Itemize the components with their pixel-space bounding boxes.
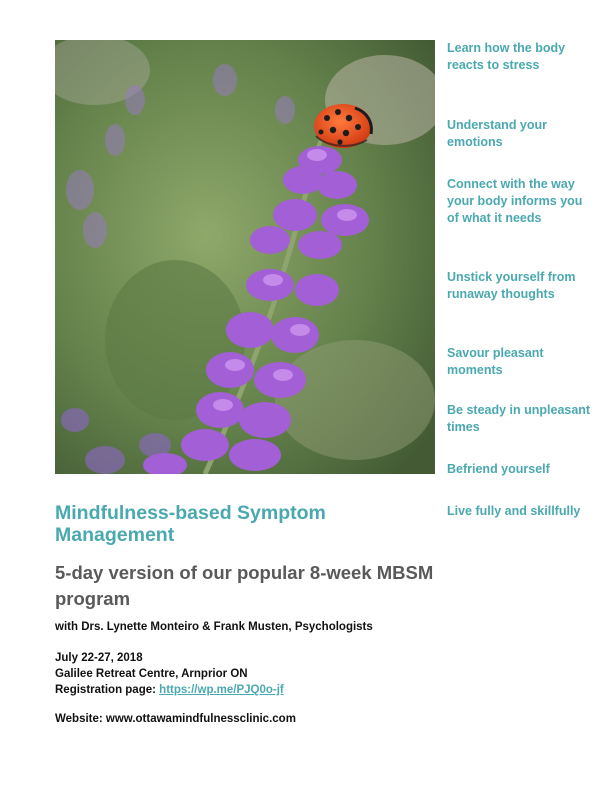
benefit-item: Be steady in unpleasant times	[447, 403, 591, 434]
benefit-item: Savour pleasant moments	[447, 346, 544, 377]
ladybug-icon	[314, 104, 372, 148]
benefit-item: Learn how the body reacts to stress	[447, 41, 566, 72]
benefit-item: Befriend yourself	[447, 462, 550, 476]
event-dates: July 22-27, 2018	[55, 652, 143, 664]
registration-line	[55, 682, 575, 698]
event-details	[55, 650, 575, 698]
page-title: Mindfulness-based Symptom Management	[55, 502, 326, 546]
presenters-line: with Drs. Lynette Monteiro & Frank Musten, Psychologists	[55, 621, 373, 633]
benefit-item: Connect with the way your body informs you of what it needs	[447, 177, 583, 225]
program-subtitle: 5-day version of our popular 8-week MBSM program	[55, 562, 434, 609]
benefit-item: Unstick yourself from runaway thoughts	[447, 270, 576, 301]
lavender-ladybug-illustration	[55, 40, 435, 474]
event-location: Galilee Retreat Centre, Arnprior ON	[55, 668, 248, 680]
lavender-ladybug-photo	[55, 40, 435, 474]
benefit-item: Understand your emotions	[447, 118, 548, 149]
registration-link[interactable]: https://wp.me/PJQ0o-jf	[159, 684, 284, 696]
registration-label: Registration page:	[55, 684, 156, 696]
website-label: Website:	[55, 713, 103, 725]
website-url: www.ottawamindfulnessclinic.com	[105, 713, 296, 725]
benefit-item: Live fully and skillfully	[447, 504, 581, 518]
website-line	[55, 711, 575, 727]
